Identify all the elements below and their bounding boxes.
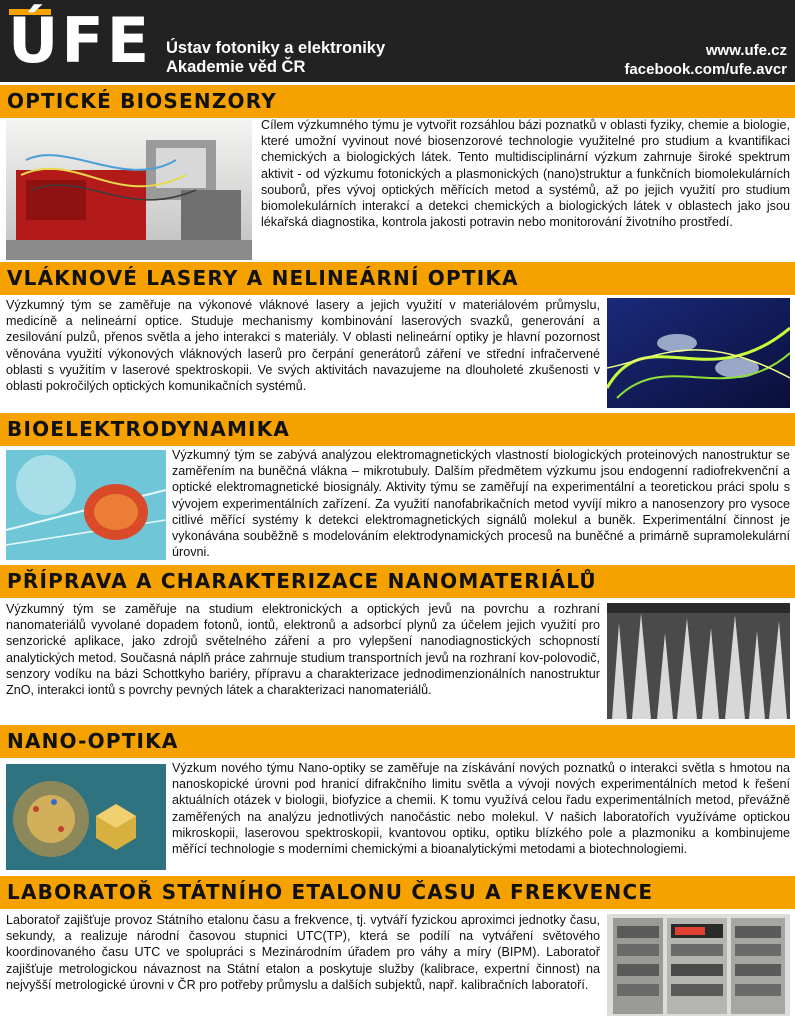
section-text-nano-optics: Výzkum nového týmu Nano-optiky se zaměřuje na získávání nových poznatků o interakci světla s hmotou na nanoskopické úrovni pod hranicí difrakčního limitu světla a vývoji nových experimentálních metod k řešení aktuálních otázek v biologii, biofyzice a chemii. K tomu využívá celou řadu experimentálních metod, převážně zaměřených na analýzu jednotlivých nanočástic nebo molekul. V našich laboratořích využíváme optickou mikroskopii, laserovou spektroskopii, kvantovou optiku, optiku blízkého pole a plazmoniku a kombinujeme měřící technologie s moderními chemickými a bioanalytickými metodami a biotechnologiemi. xyxy=(172,761,790,857)
section-text-optical-biosensors: Cílem výzkumného týmu je vytvořit rozsáhlou bázi poznatků v oblasti fyziky, chemie a biologie, které umožní vyvinout nové biosenzorové technologie využitelné pro studium a kvantifikaci chemických a biologických látek. Tento multidisciplinární výzkum zahrnuje široké spektrum aktivit - od výzkumu fotonických a plasmonických (nano)struktur a funkčních biomolekulárních souborů, přes vývoj optických měřících metod a systémů, až po jejich využití pro studium biomolekulárních interakcí a detekci chemických a biologických látek v oblastech jako jsou lékařská diagnostika, kontrola jakosti potravin nebo monitorování životního prostředí. xyxy=(261,118,790,230)
section-header-bioelectrodynamics xyxy=(0,413,795,446)
section-title: BIOELEKTRODYNAMIKA xyxy=(7,417,291,441)
photo-biosensor-device xyxy=(6,120,252,260)
institute-name-line2: Akademie věd ČR xyxy=(166,58,306,76)
website-link[interactable]: www.ufe.cz xyxy=(705,42,787,59)
section-header-optical-biosensors xyxy=(0,85,795,118)
page-header xyxy=(0,0,795,82)
section-title: VLÁKNOVÉ LASERY A NELINEÁRNÍ OPTIKA xyxy=(7,266,519,290)
photo-nanostructures-sem xyxy=(607,603,790,719)
section-header-nanomaterials xyxy=(0,565,795,598)
section-title: PŘÍPRAVA A CHARAKTERIZACE NANOMATERIÁLŮ xyxy=(7,569,597,593)
facebook-link[interactable]: facebook.com/ufe.avcr xyxy=(624,61,787,78)
section-header-fiber-lasers xyxy=(0,262,795,295)
section-header-time-standard-lab xyxy=(0,876,795,909)
photo-cell-microscopy xyxy=(6,450,166,560)
section-text-time-standard-lab: Laboratoř zajišťuje provoz Státního etalonu času a frekvence, tj. vytváří fyzickou aproximci jednotky času, sekundy, a realizuje národní časovou stupnici UTC(TP), která se podílí na vytváření světového koordinovaného času UTC ve spolupráci s Mezinárodním úřadem pro váhy a míry (BIPM). Laboratoř zajišťuje metrologickou návaznost na Státní etalon a poskytuje služby (kalibrace, expertní činnost) na nejvyšší metrologické úrovni v ČR pro potřeby průmyslu a dalších subjektů, např. kalibračních laboratoří. xyxy=(6,913,600,992)
photo-nanoparticles xyxy=(6,764,166,870)
institute-name xyxy=(166,39,385,77)
ufe-logo: ÚFE xyxy=(8,4,153,77)
photo-time-frequency-lab xyxy=(607,914,790,1016)
section-text-fiber-lasers: Výzkumný tým se zaměřuje na výkonové vláknové lasery a jejich využití v materiálovém průmyslu, medicíně a nelineární optice. Studuje mechanismy kombinování laserových svazků, generování a zesilování pulzů, přenos světla a jeho interakci s materiály. V oblasti nelineární optiky je hlavní pozornost věnována využití výkonových vláknových laserů pro čerpání generátorů záření ve střední infračervené oblasti s využitím v laserové spektroskopii. Ve svých aktivitách navazujeme na dlouholeté zkušenosti v oblasti pokročilých optických komunikačních systémů. xyxy=(6,298,600,394)
photo-fiber-laser xyxy=(607,298,790,408)
section-title: LABORATOŘ STÁTNÍHO ETALONU ČASU A FREKVENCE xyxy=(7,880,654,904)
section-text-nanomaterials: Výzkumný tým se zaměřuje na studium elektronických a optických jevů na povrchu a rozhraní nanomateriálů vyvolané dopadem fotonů, iontů, elektronů a adsorbcí plynů za účelem jejich využití pro senzorické aplikace, jako zdrojů světelného záření a pro vylepšení nanodiagnostických schopností analytických metod. Současná náplň práce zahrnuje studium transportních jevů na rozhraní kov-polovodič, senzory vodíku na bázi Schottkyho bariéry, přípravu a charakterizace jednodimenzionálních nanostruktur ZnO, interakci iontů s povrchy pevných látek a charakterizaci nanomateriálů. xyxy=(6,602,600,698)
section-text-bioelectrodynamics: Výzkumný tým se zabývá analýzou elektromagnetických vlastností biologických proteinových nanostruktur se zaměřením na buněčná vlákna – mikrotubuly. Dalším předmětem výzkumu jsou endogenní radiofrekvenční a optické elektromagnetické biosignály. Aktivity týmu se zaměřují na experimentální a teoretickou práci spolu s vývojem experimentálních zařízení. Za využití nanofabrikačních metod vyvíjí mikro a nanosenzory pro vysoce citlivé měřící systémy k detekci elektromagnetických signálů molekul a buněk. Experimentální činnost je vykonávána souběžně s modelováním elektrodynamických procesů na buněčné a primárně supramolekulární úrovni. xyxy=(172,448,790,560)
section-title: NANO-OPTIKA xyxy=(7,729,179,753)
institute-name-line1: Ústav fotoniky a elektroniky xyxy=(166,39,386,57)
contact-links xyxy=(624,41,787,79)
section-header-nano-optics xyxy=(0,725,795,758)
section-title: OPTICKÉ BIOSENZORY xyxy=(7,89,277,113)
